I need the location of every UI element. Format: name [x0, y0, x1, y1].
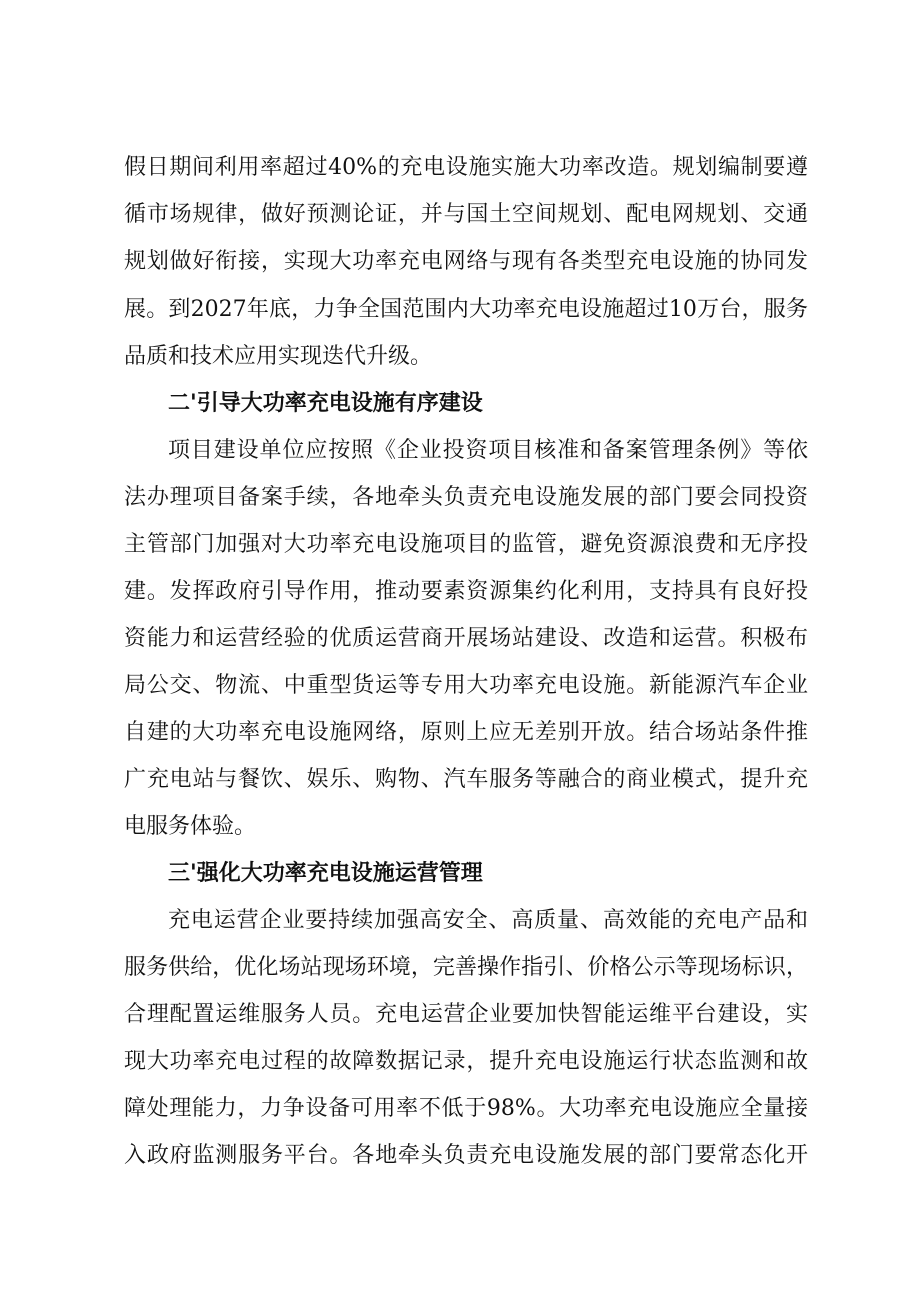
section-2-line-5: 资能力和运营经验的优质运营商开展场站建设、改造和运营。积极布 [124, 626, 808, 651]
section-2-line-7: 自建的大功率充电设施网络，原则上应无差别开放。结合场站条件推 [124, 720, 808, 745]
section-3-heading: 三'强化大功率充电设施运营管理 [168, 861, 483, 886]
section-2-heading: 二'引导大功率充电设施有序建设 [168, 391, 483, 416]
section-2-line-4: 建。发挥政府引导作用，推动要素资源集约化利用，支持具有良好投 [124, 579, 808, 604]
paragraph-1-line-1: 假日期间利用率超过40%的充电设施实施大功率改造。规划编制要遵 [124, 155, 808, 180]
section-2-line-1: 项目建设单位应按照《企业投资项目核准和备案管理条例》等依 [168, 438, 808, 463]
section-3-line-4: 现大功率充电过程的故障数据记录，提升充电设施运行状态监测和故 [124, 1049, 808, 1074]
paragraph-1-line-2: 循市场规律，做好预测论证，并与国土空间规划、配电网规划、交通 [124, 202, 808, 227]
paragraph-1-line-4: 展。到2027年底，力争全国范围内大功率充电设施超过10万台，服务 [124, 297, 808, 322]
paragraph-1-line-5: 品质和技术应用实现迭代升级。 [124, 344, 433, 369]
section-2-line-8: 广充电站与餐饮、娱乐、购物、汽车服务等融合的商业模式，提升充 [124, 767, 808, 792]
section-3-line-2: 服务供给，优化场站现场环境，完善操作指引、价格公示等现场标识， [124, 955, 808, 980]
section-3-line-1: 充电运营企业要持续加强高安全、高质量、高效能的充电产品和 [168, 908, 808, 933]
section-2-line-6: 局公交、物流、中重型货运等专用大功率充电设施。新能源汽车企业 [124, 673, 808, 698]
section-2-line-3: 主管部门加强对大功率充电设施项目的监管，避免资源浪费和无序投 [124, 532, 808, 557]
section-2-line-2: 法办理项目备案手续，各地牵头负责充电设施发展的部门要会同投资 [124, 485, 808, 510]
section-3-line-6: 入政府监测服务平台。各地牵头负责充电设施发展的部门要常态化开 [124, 1143, 808, 1168]
section-3-line-3: 合理配置运维服务人员。充电运营企业要加快智能运维平台建设，实 [124, 1002, 808, 1027]
section-2-line-9: 电服务体验。 [124, 814, 257, 839]
section-3-line-5: 障处理能力，力争设备可用率不低于98%。大功率充电设施应全量接 [124, 1096, 808, 1121]
paragraph-1-line-3: 规划做好衔接，实现大功率充电网络与现有各类型充电设施的协同发 [124, 249, 808, 274]
